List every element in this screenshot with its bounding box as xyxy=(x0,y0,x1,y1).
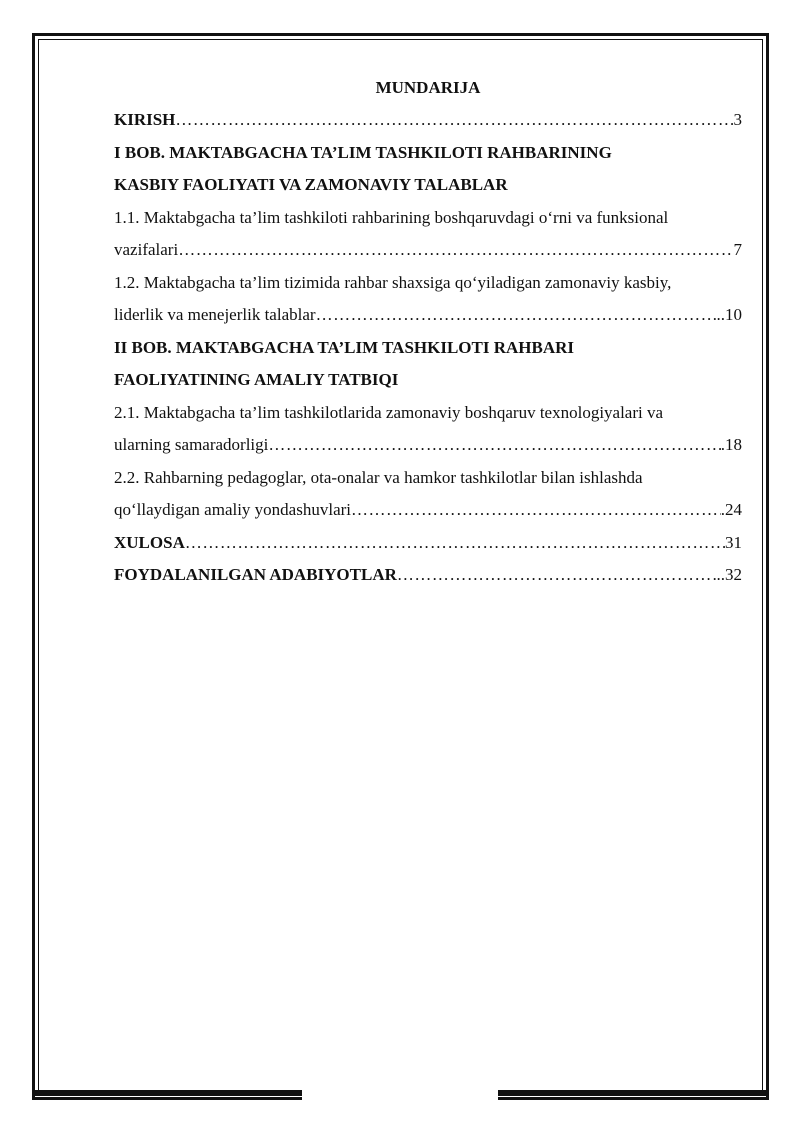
toc-entry-adabiyotlar[interactable] xyxy=(114,559,742,592)
page-border-gap xyxy=(302,1084,498,1104)
toc-page-number: .18 xyxy=(720,435,742,454)
toc-entry-1-1[interactable] xyxy=(114,234,742,267)
bottom-border-bar-left xyxy=(32,1090,302,1096)
toc-page-number: 7 xyxy=(733,240,742,259)
toc-section-1-1 xyxy=(114,202,742,235)
toc-page-number: ..32 xyxy=(716,565,742,584)
table-of-contents xyxy=(114,72,742,592)
toc-section-text: 1.1. Maktabgacha ta’lim tashkiloti rahbarining boshqaruvdagi o‘rni va funksional xyxy=(114,207,669,227)
toc-entry-label: ularning samaradorligi xyxy=(114,435,269,454)
toc-section-2-2 xyxy=(114,462,742,495)
toc-leader-dots xyxy=(397,559,717,592)
toc-page-number: .24 xyxy=(720,500,742,519)
toc-entry-label: FOYDALANILGAN ADABIYOTLAR xyxy=(114,565,397,584)
toc-chapter-2-heading xyxy=(114,332,742,365)
toc-entry-2-1[interactable] xyxy=(114,429,742,462)
toc-page-number: ..10 xyxy=(716,305,742,324)
toc-leader-dots xyxy=(178,234,733,267)
toc-chapter-2-heading-cont xyxy=(114,364,742,397)
toc-chapter-1-heading-cont xyxy=(114,169,742,202)
toc-entry-label: KIRISH xyxy=(114,110,176,129)
toc-heading-line: FAOLIYATINING AMALIY TATBIQI xyxy=(114,370,399,389)
toc-chapter-1-heading xyxy=(114,137,742,170)
toc-entry-xulosa[interactable] xyxy=(114,527,742,560)
toc-entry-2-2[interactable] xyxy=(114,494,742,527)
toc-section-text: 1.2. Maktabgacha ta’lim tizimida rahbar shaxsiga qo‘yiladigan zamonaviy kasbiy, xyxy=(114,272,672,292)
toc-entry-label: liderlik va menejerlik talablar xyxy=(114,305,316,324)
toc-leader-dots xyxy=(268,429,720,462)
toc-title: MUNDARIJA xyxy=(375,78,481,97)
toc-leader-dots xyxy=(351,494,721,527)
toc-heading-line: I BOB. MAKTABGACHA TA’LIM TASHKILOTI RAHBARINING xyxy=(114,142,612,162)
toc-entry-label: vazifalari xyxy=(114,240,179,259)
toc-leader-dots xyxy=(316,299,717,332)
toc-entry-label: qo‘llaydigan amaliy yondashuvlari xyxy=(114,500,351,519)
toc-entry-1-2[interactable] xyxy=(114,299,742,332)
toc-entry-kirish[interactable] xyxy=(114,104,742,137)
toc-section-2-1 xyxy=(114,397,742,430)
toc-section-1-2 xyxy=(114,267,742,300)
toc-leader-dots xyxy=(185,527,725,560)
toc-heading-line: KASBIY FAOLIYATI VA ZAMONAVIY TALABLAR xyxy=(114,175,508,194)
toc-section-text: 2.2. Rahbarning pedagoglar, ota-onalar va hamkor tashkilotlar bilan ishlashda xyxy=(114,467,643,487)
toc-page-number: 31 xyxy=(725,532,742,552)
bottom-border-bar-right xyxy=(498,1090,769,1096)
toc-heading-line: II BOB. MAKTABGACHA TA’LIM TASHKILOTI RAHBARI xyxy=(114,337,575,357)
toc-section-text: 2.1. Maktabgacha ta’lim tashkilotlarida zamonaviy boshqaruv texnologiyalari va xyxy=(114,402,664,422)
toc-leader-dots xyxy=(175,104,733,137)
toc-entry-label: XULOSA xyxy=(114,532,185,552)
toc-page-number: 3 xyxy=(733,110,742,129)
